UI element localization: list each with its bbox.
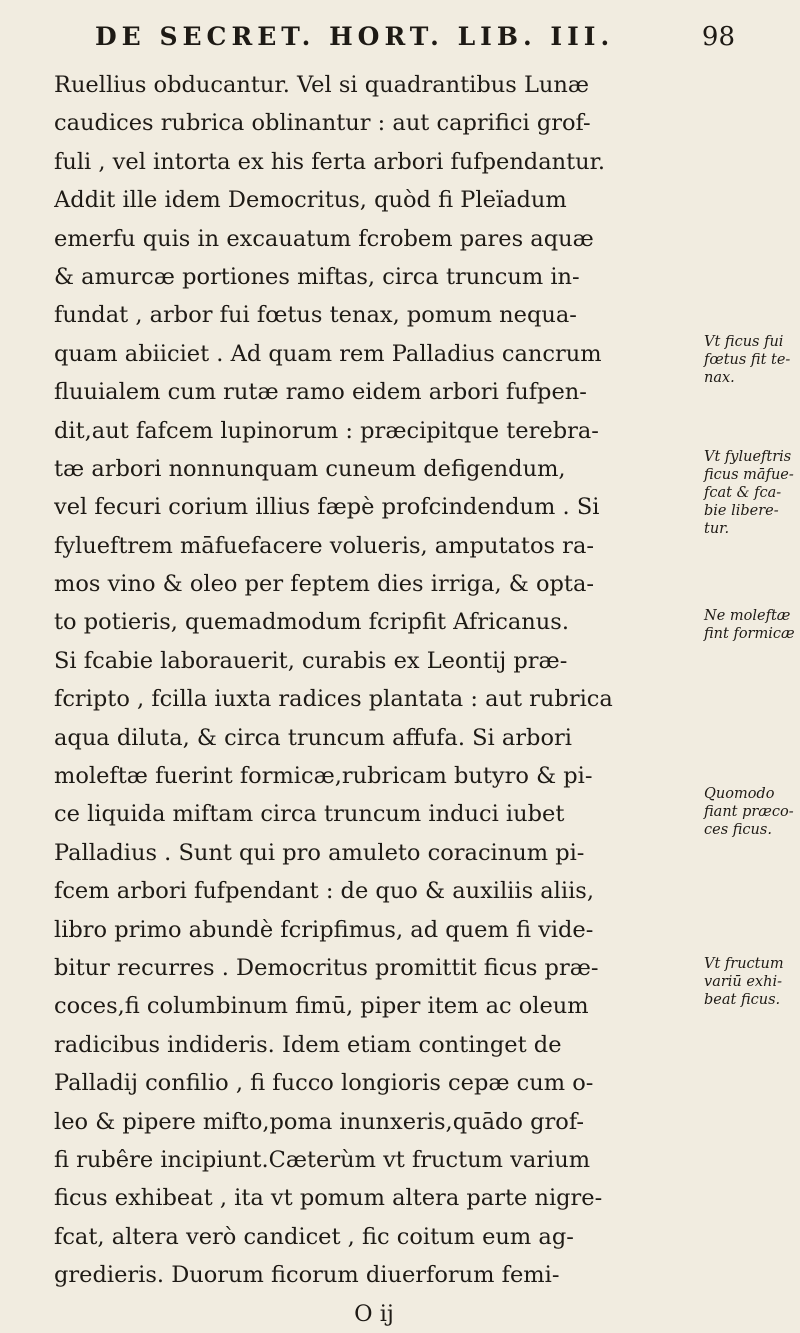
text-line: fluuialem cum rutæ ramo eidem arbori fufpen-	[54, 379, 587, 406]
marginal-note-line: fœtus fit te-	[704, 352, 791, 368]
main-text-block	[54, 66, 654, 1333]
text-line: gredieris. Duorum ficorum diuerforum femi-	[54, 1262, 560, 1289]
marginal-note-line: variū exhi-	[704, 974, 782, 990]
marginal-note-line: bie libere-	[704, 503, 779, 519]
text-line: & amurcæ portiones miftas, circa truncum in-	[54, 263, 580, 290]
text-line: fcripto , fcilla iuxta radices plantata : aut rubrica	[54, 686, 613, 713]
marginal-note-line: ficus māfue-	[704, 467, 794, 483]
page-header	[95, 22, 735, 62]
text-line: emerfu quis in excauatum fcrobem pares aquæ	[54, 225, 594, 252]
text-line: quam abiiciet . Ad quam rem Palladius cancrum	[54, 340, 602, 367]
marginal-note-line: Ne moleftæ	[704, 608, 791, 624]
marginal-note-line: Vt fylueftris	[704, 449, 792, 465]
signature-mark: O ij	[354, 1300, 394, 1327]
text-line: libro primo abundè fcripfimus, ad quem fi vide-	[54, 916, 594, 943]
marginal-note-line: Quomodo	[704, 786, 775, 802]
marginal-note	[704, 955, 796, 1009]
text-line: fcem arbori fufpendant : de quo & auxiliis aliis,	[54, 878, 594, 905]
text-line: caudices rubrica oblinantur : aut caprifici grof-	[54, 110, 591, 137]
marginal-note-line: nax.	[704, 370, 735, 386]
text-line: tæ arbori nonnunquam cuneum defigendum,	[54, 455, 566, 482]
text-line: Palladius . Sunt qui pro amuleto coracinum pi-	[54, 839, 585, 866]
text-line: dit,aut fafcem lupinorum : præcipitque terebra-	[54, 417, 599, 444]
running-head: DE SECRET. HORT. LIB. III.	[95, 22, 615, 51]
marginal-note-line: beat ficus.	[704, 992, 781, 1008]
text-line: fi rubêre incipiunt.Cæterùm vt fructum varium	[54, 1146, 591, 1173]
text-line: fylueftrem māfuefacere volueris, amputatos ra-	[54, 532, 594, 559]
marginal-note-line: tur.	[704, 521, 730, 537]
marginal-note-line: ces ficus.	[704, 822, 772, 838]
marginal-note-line: fcat & fca-	[704, 485, 782, 501]
text-line: ficus exhibeat , ita vt pomum altera parte nigre-	[54, 1185, 603, 1212]
marginal-note-line: Vt ficus fui	[704, 334, 784, 350]
text-line: Si fcabie laborauerit, curabis ex Leontij præ-	[54, 647, 568, 674]
text-line: Ruellius obducantur. Vel si quadrantibus Lunæ	[54, 72, 590, 98]
text-line: Palladij confilio , fi fucco longioris cepæ cum o-	[54, 1070, 594, 1097]
text-line: radicibus indideris. Idem etiam continget de	[54, 1031, 562, 1058]
marginal-note	[704, 333, 796, 387]
text-line: to potieris, quemadmodum fcripfit Africanus.	[54, 609, 569, 636]
text-line: fcat, altera verò candicet , fic coitum eum ag-	[54, 1223, 574, 1250]
marginal-note	[704, 448, 796, 538]
text-line: bitur recurres . Democritus promittit ficus præ-	[54, 954, 599, 981]
text-line: moleftæ fuerint formicæ,rubricam butyro & pi-	[54, 763, 593, 790]
marginal-note	[704, 607, 796, 643]
text-line: leo & pipere mifto,poma inunxeris,quādo grof-	[54, 1108, 584, 1135]
text-line: coces,fi columbinum fimū, piper item ac oleum	[54, 993, 589, 1020]
text-line: aqua diluta, & circa truncum affufa. Si arbori	[54, 724, 572, 751]
marginal-note-line: fiant præco-	[704, 804, 794, 820]
text-line: fuli , vel intorta ex his ferta arbori fufpendantur.	[54, 148, 606, 175]
text-line: fundat , arbor fui fœtus tenax, pomum nequa-	[54, 302, 577, 329]
text-line: mos vino & oleo per feptem dies irriga, & opta-	[54, 571, 594, 598]
marginal-note	[704, 785, 796, 839]
text-line: Addit ille idem Democritus, quòd fi Pleïadum	[54, 187, 567, 214]
page-number: 98	[701, 22, 735, 52]
text-line: ce liquida miftam circa truncum induci iubet	[54, 801, 565, 828]
marginal-note-line: Vt fructum	[704, 956, 784, 972]
marginal-note-line: fint formicæ	[704, 626, 795, 642]
text-line: vel fecuri corium illius fæpè profcindendum . Si	[54, 494, 600, 521]
